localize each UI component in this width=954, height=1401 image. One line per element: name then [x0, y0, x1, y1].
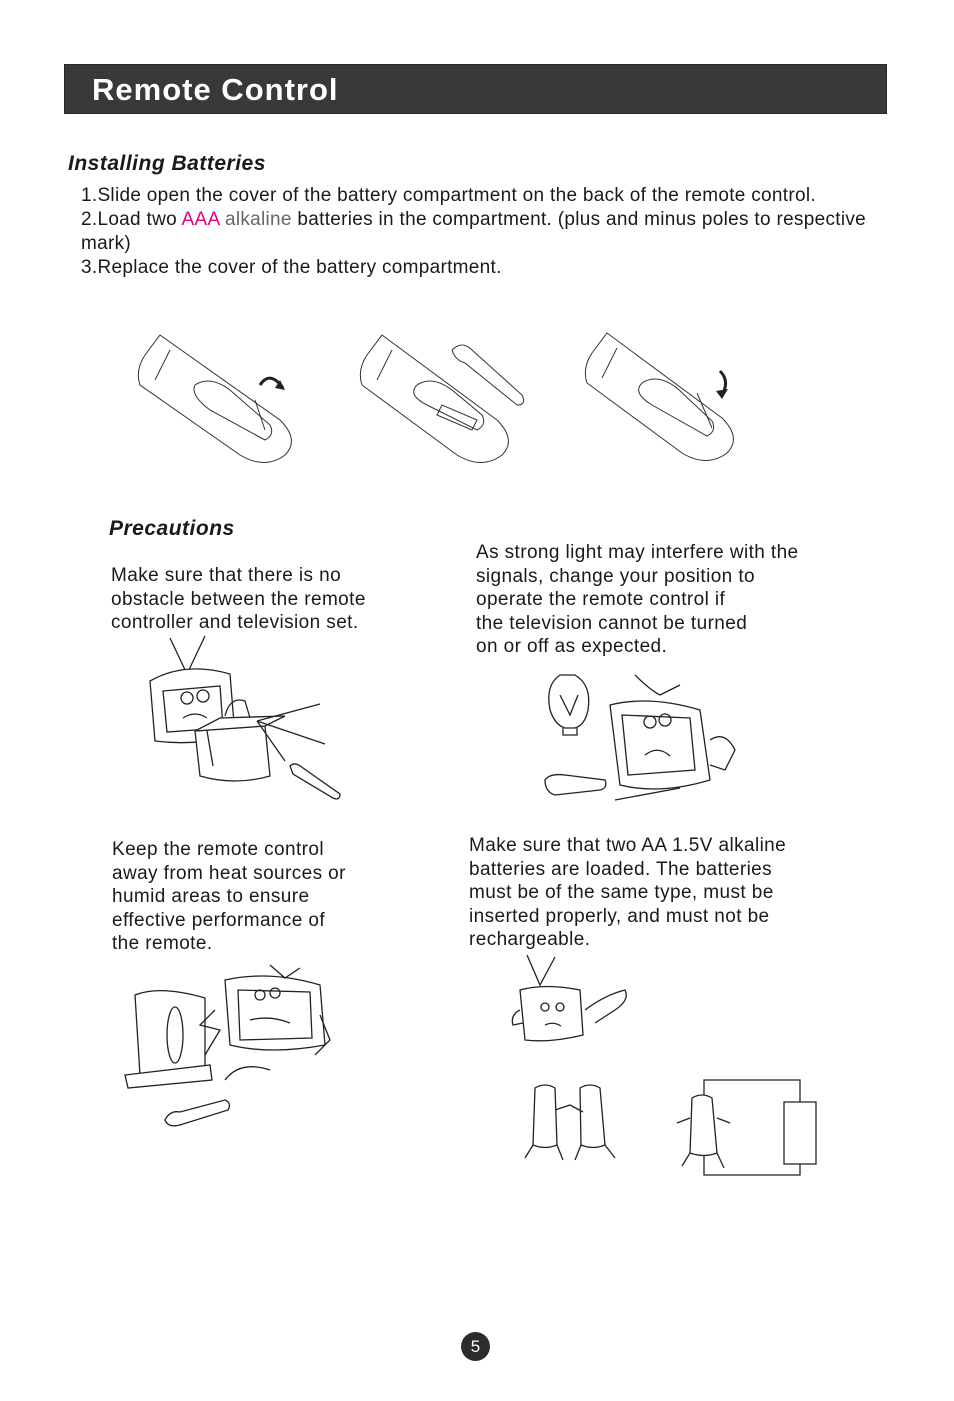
precautions-heading: Precautions	[109, 517, 235, 540]
obstacle-paragraph: Make sure that there is no obstacle between the remote controller and television set.	[111, 565, 366, 634]
aaa-highlight: AAA	[181, 209, 220, 230]
remote-open-cover-illustration	[135, 330, 305, 470]
remote-close-cover-illustration	[582, 333, 747, 468]
tv-waving-illustration	[505, 955, 635, 1050]
remote-load-batteries-illustration	[357, 335, 527, 470]
light-paragraph: As strong light may interfere with the signals, change your position to operate the remote control if the television cannot be turned on or off as expected.	[476, 542, 799, 658]
battery-charger-illustration	[672, 1078, 822, 1178]
tv-heat-source-illustration	[120, 960, 350, 1130]
step-1: 1.Slide open the cover of the battery compartment on the back of the remote control.	[81, 185, 816, 206]
step-3: 3.Replace the cover of the battery compartment.	[81, 257, 502, 278]
step-2: 2.Load two AAA alkaline batteries in the compartment. (plus and minus poles to respective mark)	[81, 209, 867, 254]
page-title: Remote Control	[92, 72, 339, 107]
tv-strong-light-illustration	[540, 670, 750, 810]
tv-obstacle-illustration	[125, 636, 345, 806]
installing-batteries-heading: Installing Batteries	[68, 152, 266, 175]
heat-paragraph: Keep the remote control away from heat sources or humid areas to ensure effective performance of the remote.	[112, 839, 346, 955]
page-number: 5	[461, 1332, 490, 1361]
batteries-mismatch-illustration	[515, 1080, 625, 1165]
installing-steps	[81, 184, 901, 280]
title-bar	[64, 64, 887, 114]
batteries-paragraph: Make sure that two AA 1.5V alkaline batteries are loaded. The batteries must be of the same type, must be inserted properly, and must not be rechargeable.	[469, 835, 787, 951]
